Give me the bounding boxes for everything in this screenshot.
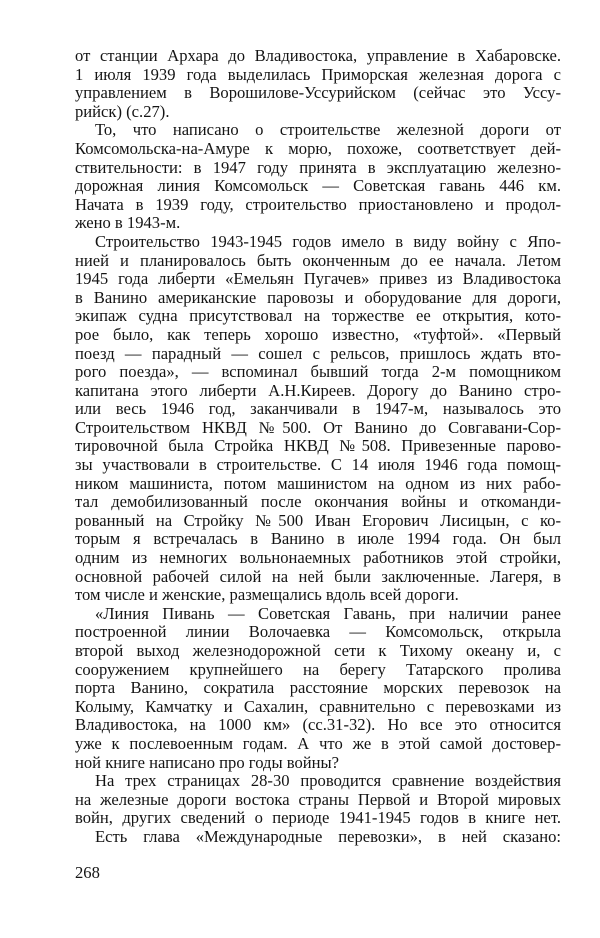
text-line: капитана этого либерти А.Н.Киреев. Дорогу до Ванино стро-: [75, 380, 561, 400]
text-line: дорожная линия Комсомольск — Советская гавань 446 км.: [75, 176, 561, 196]
body-text: [75, 47, 561, 847]
text-line: войн, других сведений о периоде 1941-1945 годов в книге нет.: [75, 808, 561, 828]
text-line: Владивостока, на 1000 км» (сс.31-32). Но все это относится: [75, 715, 561, 735]
text-line: 1945 года либерти «Емельян Пугачев» привез из Владивостока: [75, 269, 561, 289]
text-line: Комсомольска-на-Амуре к морю, похоже, соответствует дей-: [75, 138, 561, 158]
text-line: 1 июля 1939 года выделилась Приморская железная дорога с: [75, 64, 561, 84]
text-line: Есть глава «Международные перевозки», в ней сказано:: [95, 826, 561, 846]
text-line: или весь 1946 год, заканчивали в 1947-м, называлось это: [75, 399, 561, 419]
text-line: рого поезда», — вспоминал бывший тогда 2-м помощником: [75, 362, 561, 382]
text-line: экипаж судна присутствовал на торжестве ее открытия, кото-: [75, 306, 561, 326]
text-line: тал демобилизованный после окончания войны и откоманди-: [75, 492, 561, 512]
text-line: зы участвовали в строительстве. С 14 июля 1946 года помощ-: [75, 455, 561, 475]
text-line: поезд — парадный — сошел с рельсов, пришлось ждать вто-: [75, 343, 561, 363]
text-line: построенной линии Волочаевка — Комсомольск, открыла: [75, 622, 561, 642]
text-line: ной книге написано про годы войны?: [75, 752, 340, 772]
text-line: том числе и женские, размещались вдоль всей дороги.: [75, 585, 459, 605]
text-line: управлением в Ворошилове-Уссурийском (сейчас это Уссу-: [75, 83, 561, 103]
text-line: одним из немногих вольнонаемных работников этой стройки,: [75, 548, 561, 568]
text-line: нией и планировалось быть оконченным до ее начала. Летом: [75, 250, 561, 270]
text-line: ником машиниста, потом машинистом на одном из них рабо-: [75, 473, 561, 493]
text-line: «Линия Пивань — Советская Гавань, при наличии ранее: [95, 603, 561, 623]
text-line: основной рабочей силой на ней были заключенные. Лагеря, в: [75, 566, 561, 586]
text-line: рийск) (с.27).: [75, 101, 170, 121]
text-line: Строительство 1943-1945 годов имело в виду войну с Япо-: [95, 231, 561, 251]
text-line: жено в 1943-м.: [75, 213, 181, 233]
page-number: 268: [75, 863, 100, 882]
text-line: второй выход железнодорожной сети к Тихому океану и, с: [75, 641, 561, 660]
text-line: То, что написано о строительстве железной дороги от: [95, 120, 561, 140]
text-line: порта Ванино, сократила расстояние морских перевозок на: [75, 678, 561, 698]
text-line: Колыму, Камчатку и Сахалин, сравнительно с перевозками из: [75, 696, 561, 716]
text-line: сооружением крупнейшего на берегу Татарского пролива: [75, 659, 561, 679]
text-line: на железные дороги востока страны Первой и Второй мировых: [75, 789, 561, 809]
text-line: уже к послевоенным годам. А что же в этой самой достовер-: [75, 733, 561, 753]
text-line: от станции Архара до Владивостока, управление в Хабаровске.: [75, 46, 561, 65]
text-line: На трех страницах 28-30 проводится сравнение воздействия: [95, 771, 561, 791]
text-line: торым я встречалась в Ванино в июле 1994 года. Он был: [75, 529, 561, 549]
text-line: ствительности: в 1947 году принята в эксплуатацию железно-: [75, 157, 561, 177]
text-line: рованный на Стройку №500 Иван Егорович Лисицын, с ко-: [75, 510, 561, 530]
text-line: Строительством НКВД №500. От Ванино до Совгавани-Сор-: [75, 417, 561, 437]
text-line: тировочной была Стройка НКВД №508. Привезенные парово-: [75, 436, 561, 456]
text-line: в Ванино американские паровозы и оборудование для дороги,: [75, 287, 561, 307]
text-line: Начата в 1939 году, строительство приостановлено и продол-: [75, 194, 561, 214]
text-line: рое было, как теперь хорошо известно, «туфтой». «Первый: [75, 324, 561, 344]
